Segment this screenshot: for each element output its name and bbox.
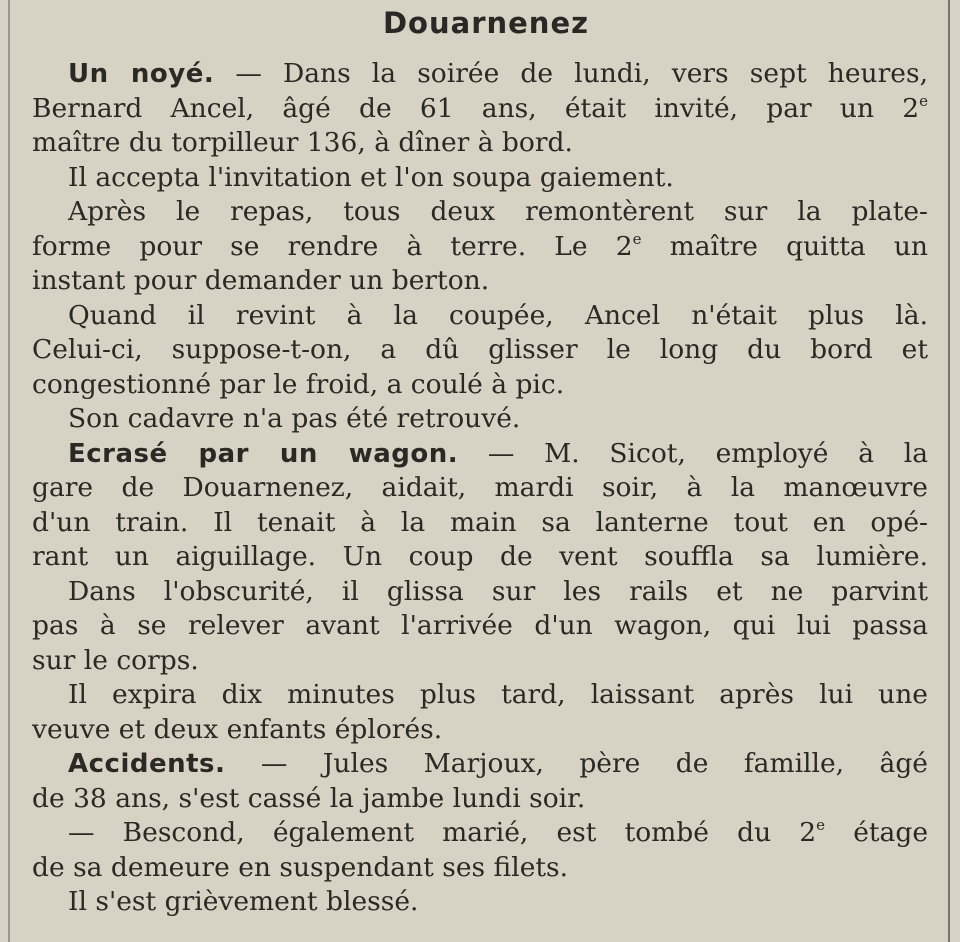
text-line: de sa demeure en suspendant ses filets. xyxy=(32,851,569,883)
text-line: maître du torpilleur 136, à dîner à bord. xyxy=(32,127,573,158)
text-line: instant pour demander un berton. xyxy=(32,265,490,296)
text-line: Bernard Ancel, âgé de 61 ans, était invité, par un 2e xyxy=(32,91,928,124)
text-line: Son cadavre n'a pas été retrouvé. xyxy=(68,403,521,434)
section-heading-accidents: Accidents. xyxy=(68,749,226,779)
text-line: de 38 ans, s'est cassé la jambe lundi soir. xyxy=(32,782,586,814)
section-heading-un-noye: Un noyé. xyxy=(68,59,215,89)
text-line: gare de Douarnenez, aidait, mardi soir, à la manœuvre xyxy=(32,472,928,503)
text-line: Il accepta l'invitation et l'on soupa gaiement. xyxy=(68,161,674,193)
text-line: Celui-ci, suppose-t-on, a dû glisser le long du bord et xyxy=(32,334,928,365)
text-line: — Bescond, également marié, est tombé du 2e étage xyxy=(68,816,929,848)
ordinal-suffix: e xyxy=(919,91,928,110)
text-line: d'un train. Il tenait à la main sa lanterne tout en opé- xyxy=(32,506,928,538)
text-line: Il expira dix minutes plus tard, laissant après lui une xyxy=(68,679,928,710)
ordinal-suffix: e xyxy=(632,229,642,248)
text-line: Quand il revint à la coupée, Ancel n'était plus là. xyxy=(68,299,928,331)
section-heading-ecrase: Ecrasé par un wagon. xyxy=(68,438,459,469)
text-line: Il s'est grièvement blessé. xyxy=(68,886,419,917)
text-line: rant un aiguillage. Un coup de vent souffla sa lumière. xyxy=(32,541,928,572)
text-line: veuve et deux enfants éplorés. xyxy=(32,713,443,745)
column-rule-left xyxy=(8,0,10,942)
text-line: Après le repas, tous deux remontèrent sur la plate- xyxy=(68,196,928,227)
text-line: pas à se relever avant l'arrivée d'un wagon, qui lui passa xyxy=(32,610,928,641)
text-line: Un noyé. — Dans la soirée de lundi, vers sept heures, xyxy=(68,58,928,89)
text-line: congestionné par le froid, a coulé à pic. xyxy=(32,368,565,400)
article-body xyxy=(32,57,928,920)
text-line: sur le corps. xyxy=(32,644,199,676)
text-line: forme pour se rendre à terre. Le 2e maître quitta un xyxy=(32,229,928,262)
ordinal-suffix: e xyxy=(816,816,826,834)
text-line: Accidents. — Jules Marjoux, père de famille, âgé xyxy=(68,748,928,779)
text-line: Ecrasé par un wagon. — M. Sicot, employé à la xyxy=(68,437,928,469)
article-title: Douarnenez xyxy=(382,6,590,40)
text-line: Dans l'obscurité, il glissa sur les rails et ne parvint xyxy=(68,575,928,607)
column-rule-right xyxy=(948,0,950,942)
